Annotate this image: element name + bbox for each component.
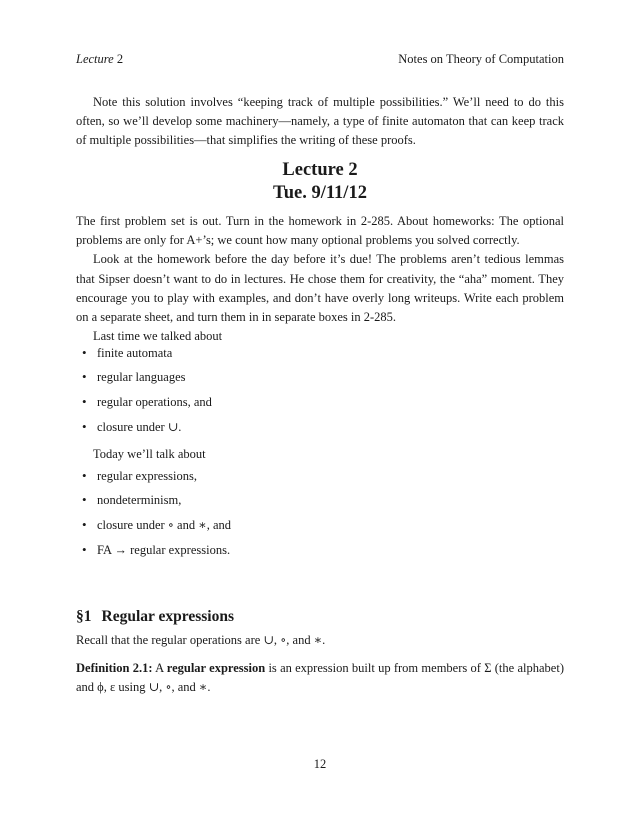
- bullet-icon: •: [82, 542, 87, 557]
- list-item: • regular languages: [82, 369, 186, 384]
- bullet-icon: •: [82, 517, 87, 532]
- header-book-title: Notes on Theory of Computation: [398, 52, 564, 66]
- bullet-icon: •: [82, 394, 87, 409]
- definition-label: Definition 2.1:: [76, 661, 153, 675]
- list-item: • FA → regular expressions.: [82, 542, 231, 557]
- list-item: • regular operations, and: [82, 394, 212, 409]
- lecture-body: [76, 212, 564, 346]
- header-lecture-label: Lecture 2: [76, 52, 124, 66]
- lecture-date: Tue. 9/11/12: [273, 183, 367, 203]
- list-item: • closure under ∪.: [82, 419, 182, 434]
- bullet-icon: •: [82, 345, 87, 360]
- bullet-icon: •: [82, 468, 87, 483]
- recall-sentence: Recall that the regular operations are ∪, ∘, and ∗.: [76, 633, 326, 647]
- section-title: Regular expressions: [101, 608, 234, 625]
- page-number: 12: [313, 757, 327, 771]
- definition-paragraph: Definition 2.1: A regular expression is an expression built up from members of Σ (the alphabet) and ϕ, ε using ∪, ∘, and ∗.: [76, 661, 564, 695]
- bullet-icon: •: [82, 492, 87, 507]
- definition-term: regular expression: [166, 661, 266, 675]
- last-time-label: Last time we talked about: [93, 329, 223, 344]
- section-number: §1: [76, 608, 92, 625]
- section-heading: [76, 608, 234, 626]
- list-item: • finite automata: [82, 345, 173, 360]
- lecture-title: Lecture 2: [282, 160, 358, 180]
- running-header: [76, 52, 564, 67]
- intro-paragraph: Note this solution involves “keeping track of multiple possibilities.” We’ll need to do this often, so we’ll develop some machinery—namely, a type of finite automaton that can keep track of multiple possibilities—that simplifies the writing of these proofs.: [76, 95, 564, 148]
- bullet-icon: •: [82, 369, 87, 384]
- homework-paragraph: The first problem set is out. Turn in the homework in 2-285. About homeworks: The optional problems are only for A+’s; we count how many optional problems you solved correctly.: [76, 214, 564, 248]
- today-label: Today we’ll talk about: [93, 447, 206, 461]
- list-item: • nondeterminism,: [82, 492, 182, 507]
- list-item: • closure under ∘ and ∗, and: [82, 517, 232, 532]
- homework-advice-paragraph: Look at the homework before the day before it’s due! The problems aren’t tedious lemmas that Sipser doesn’t want to do in lectures. He chose them for creativity, the “aha” moment. They encourage you to play with examples, and don’t have overly long writeups. Write each problem on a separate sheet, and turn them in in separate boxes in 2-285.: [76, 252, 564, 325]
- bullet-icon: •: [82, 419, 87, 434]
- list-item: • regular expressions,: [82, 468, 197, 483]
